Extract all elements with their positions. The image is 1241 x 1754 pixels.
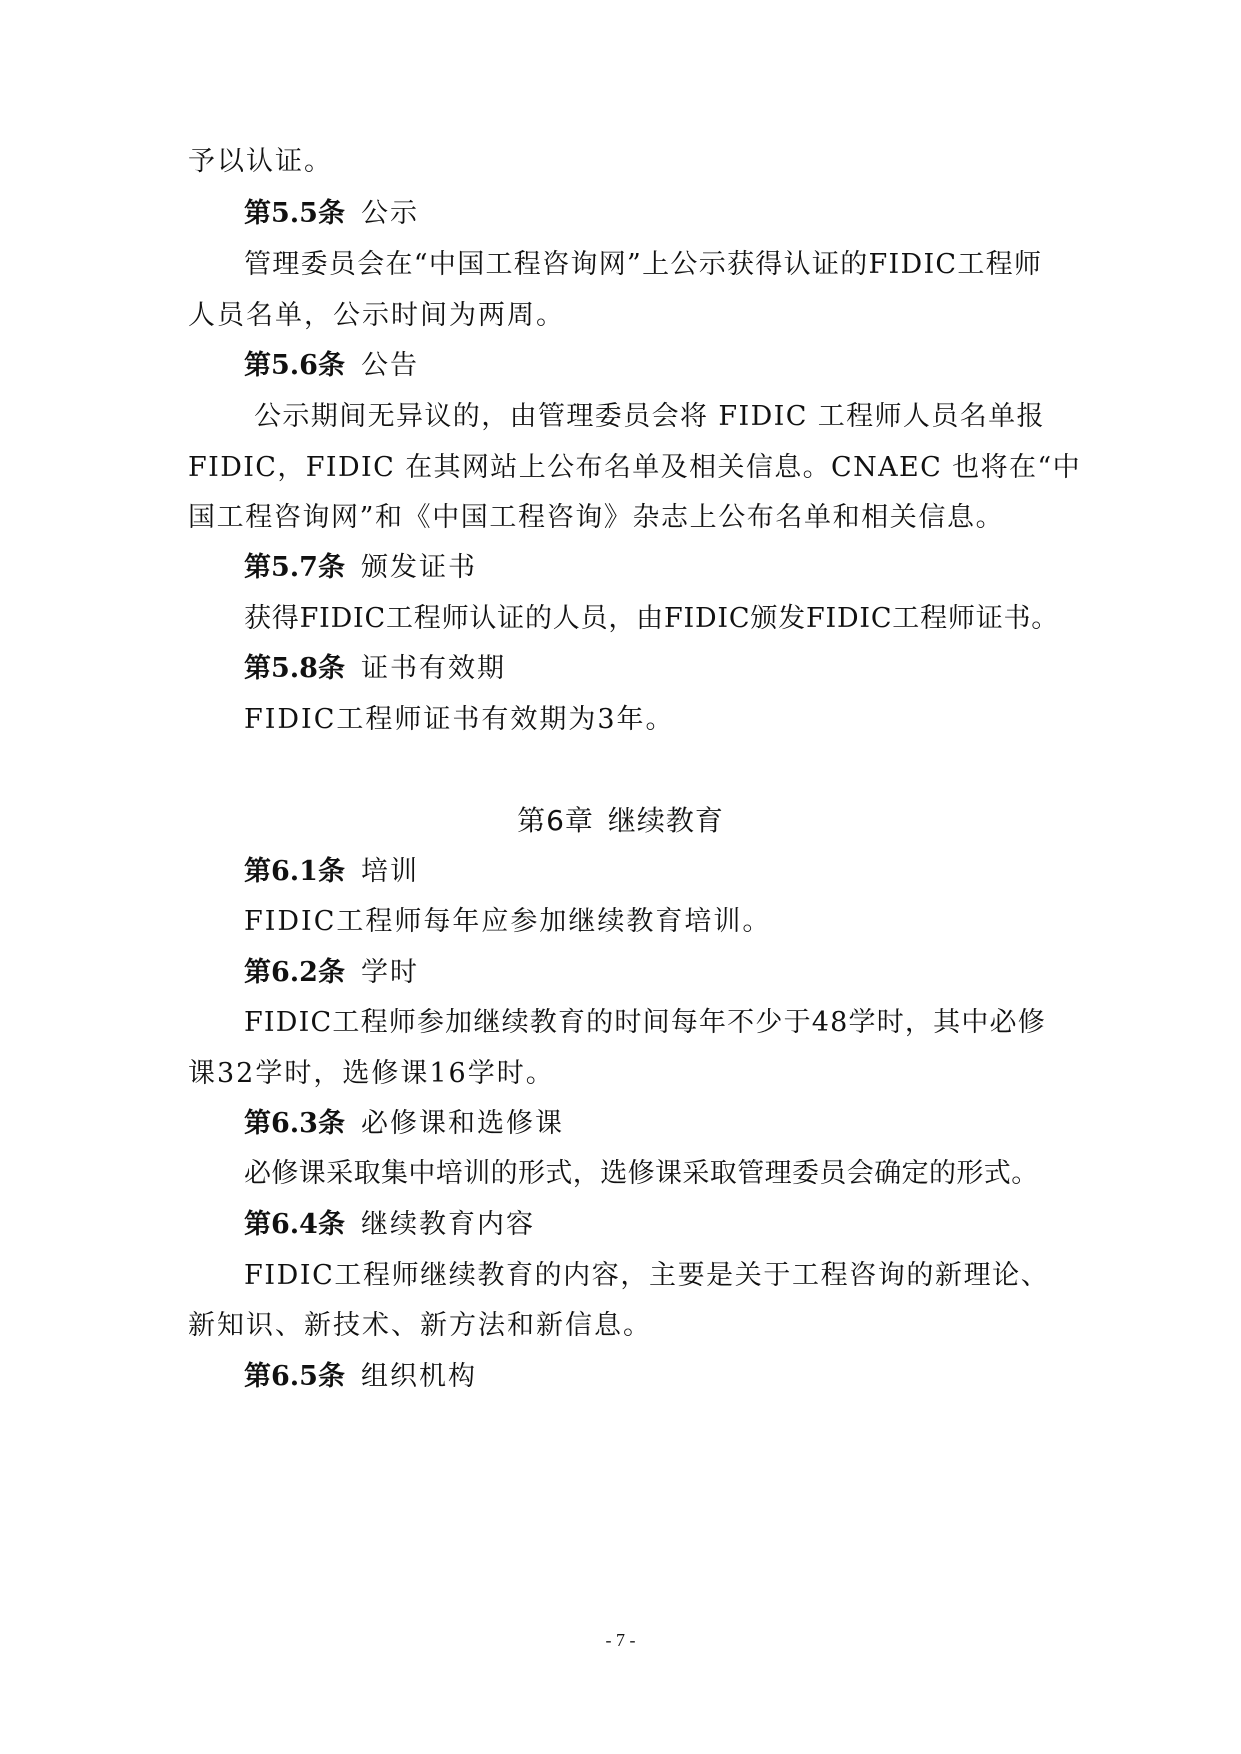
chapter-number: 第6章 [517, 804, 594, 837]
article-heading-5-5 [244, 194, 419, 234]
chapter-heading [0, 801, 1241, 841]
body-text-line: 获得FIDIC工程师认证的人员，由FIDIC颁发FIDIC工程师证书。 [244, 603, 1060, 634]
article-heading-6-4 [244, 1205, 535, 1245]
article-number: 第6.2条 [244, 957, 345, 988]
article-heading-5-6 [244, 346, 419, 386]
article-title: 颁发证书 [360, 552, 477, 583]
article-number: 第6.1条 [244, 856, 345, 887]
article-title: 组织机构 [360, 1361, 477, 1392]
article-heading-6-3 [244, 1104, 564, 1144]
body-text-line: 公示期间无异议的，由管理委员会将 FIDIC 工程师人员名单报 [254, 401, 1045, 432]
article-title: 证书有效期 [360, 653, 506, 684]
article-number: 第5.6条 [244, 350, 345, 381]
article-number: 第5.7条 [244, 552, 345, 583]
article-heading-5-8 [244, 649, 506, 689]
body-text-line: FIDIC，FIDIC 在其网站上公布名单及相关信息。CNAEC 也将在“中 [188, 452, 1081, 483]
article-number: 第5.8条 [244, 653, 345, 684]
article-title: 必修课和选修课 [360, 1108, 564, 1139]
article-heading-6-2 [244, 953, 419, 993]
article-number: 第5.5条 [244, 198, 345, 229]
body-text-line: 管理委员会在“中国工程咨询网”上公示获得认证的FIDIC工程师 [244, 249, 1043, 280]
body-text-line: 国工程咨询网”和《中国工程咨询》杂志上公布名单和相关信息。 [188, 502, 1005, 533]
body-text-line: 课32学时，选修课16学时。 [188, 1058, 555, 1089]
body-text-line: 必修课采取集中培训的形式，选修课采取管理委员会确定的形式。 [244, 1158, 1039, 1189]
body-text-line: FIDIC工程师参加继续教育的时间每年不少于48学时，其中必修 [244, 1007, 1046, 1038]
body-text-line: FIDIC工程师每年应参加继续教育培训。 [244, 906, 772, 937]
article-heading-5-7 [244, 548, 477, 588]
body-text-line: FIDIC工程师证书有效期为3年。 [244, 704, 675, 735]
chapter-title: 继续教育 [607, 804, 724, 837]
article-title: 公告 [360, 350, 419, 381]
body-text-line: FIDIC工程师继续教育的内容，主要是关于工程咨询的新理论、 [244, 1260, 1050, 1291]
article-heading-6-1 [244, 852, 419, 892]
article-title: 学时 [360, 957, 419, 988]
article-heading-6-5 [244, 1357, 477, 1397]
article-title: 公示 [360, 198, 419, 229]
page-number: - 7 - [605, 1630, 636, 1650]
body-text-line: 予以认证。 [188, 146, 333, 177]
body-text-line: 新知识、新技术、新方法和新信息。 [188, 1310, 652, 1341]
article-title: 继续教育内容 [360, 1209, 535, 1240]
article-title: 培训 [360, 856, 419, 887]
article-number: 第6.5条 [244, 1361, 345, 1392]
article-number: 第6.3条 [244, 1108, 345, 1139]
body-text-line: 人员名单，公示时间为两周。 [188, 300, 565, 331]
article-number: 第6.4条 [244, 1209, 345, 1240]
